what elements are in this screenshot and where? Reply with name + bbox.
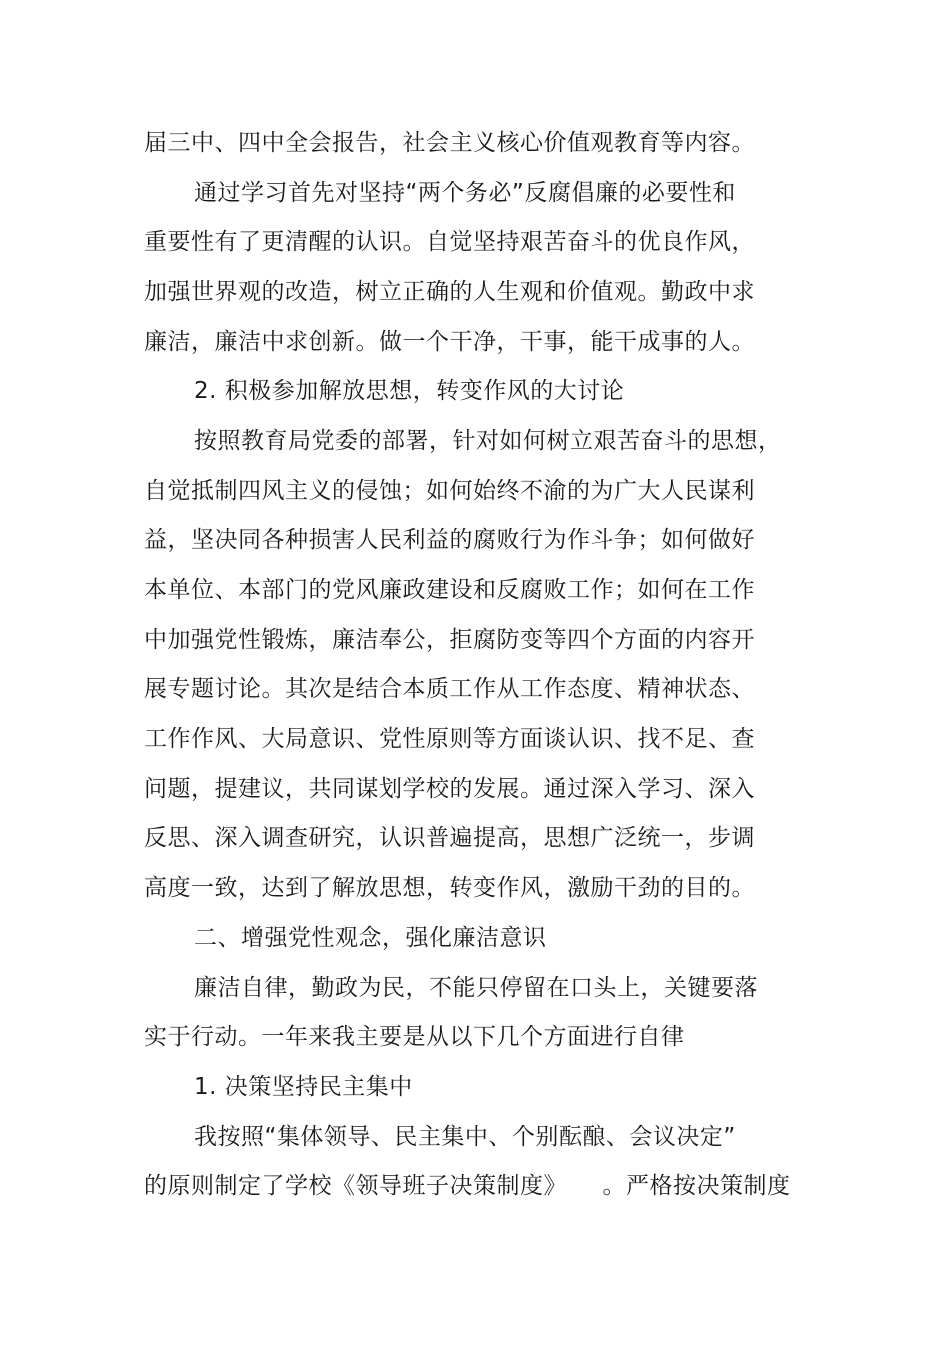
section-heading: 二、增强党性观念，强化廉洁意识 (194, 925, 547, 951)
paragraph-start: 我按照“集体领导、民主集中、个别酝酿、会议决定” (194, 1124, 736, 1150)
text-line: 实于行动。一年来我主要是从以下几个方面进行自律 (144, 1024, 685, 1050)
text-line: 届三中、四中全会报告，社会主义核心价值观教育等内容。 (144, 130, 755, 156)
text-line: 反思、深入调查研究，认识普遍提高，思想广泛统一，步调 (144, 825, 755, 851)
text-line: 的原则制定了学校《领导班子决策制度》 。严格按决策制度 (144, 1173, 791, 1199)
text-line: 工作作风、大局意识、党性原则等方面谈认识、找不足、查 (144, 726, 755, 752)
text-line: 问题，提建议，共同谋划学校的发展。通过深入学习、深入 (144, 776, 755, 802)
text-line: 加强世界观的改造，树立正确的人生观和价值观。勤政中求 (144, 279, 755, 305)
text-line: 本单位、本部门的党风廉政建设和反腐败工作；如何在工作 (144, 577, 755, 603)
text-line: 中加强党性锻炼，廉洁奉公，拒腐防变等四个方面的内容开 (144, 627, 755, 653)
text-line: 展专题讨论。其次是结合本质工作从工作态度、精神状态、 (144, 676, 755, 702)
paragraph-start: 按照教育局党委的部署，针对如何树立艰苦奋斗的思想， (194, 428, 782, 454)
text-line: 重要性有了更清醒的认识。自觉坚持艰苦奋斗的优良作风， (144, 229, 755, 255)
text-line: 廉洁，廉洁中求创新。做一个干净，干事，能干成事的人。 (144, 329, 755, 355)
paragraph-start: 廉洁自律，勤政为民，不能只停留在口头上，关键要落 (194, 975, 758, 1001)
text-line: 自觉抵制四风主义的侵蚀；如何始终不渝的为广大人民谋利 (144, 478, 755, 504)
text-line: 益，坚决同各种损害人民利益的腐败行为作斗争；如何做好 (144, 527, 755, 553)
section-heading: 2. 积极参加解放思想，转变作风的大讨论 (194, 378, 625, 404)
text-line: 高度一致，达到了解放思想，转变作风，激励干劲的目的。 (144, 875, 755, 901)
paragraph-start: 通过学习首先对坚持“两个务必”反腐倡廉的必要性和 (194, 180, 736, 206)
section-heading: 1. 决策坚持民主集中 (194, 1074, 413, 1100)
